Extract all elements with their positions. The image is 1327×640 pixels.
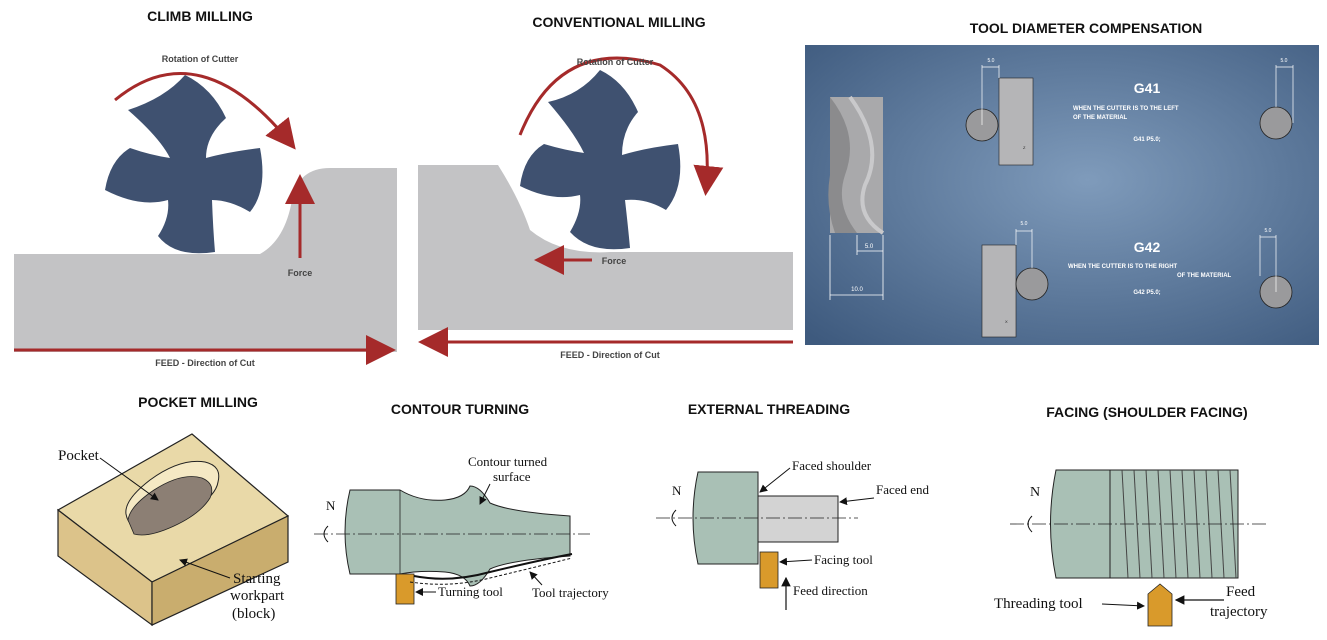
threading-n-label: N: [672, 483, 682, 498]
g41-desc-line2: OF THE MATERIAL: [1073, 115, 1128, 121]
threading-shoulder-label: Faced shoulder: [792, 458, 872, 473]
contour-trajectory-label: Tool trajectory: [532, 585, 609, 600]
facing-feed-line1: Feed: [1226, 584, 1256, 600]
g41-right-dim: 5.0: [1280, 58, 1288, 64]
facing-feed-line2: trajectory: [1210, 604, 1268, 620]
threading-end-label: Faced end: [876, 482, 930, 497]
title-conventional-milling: CONVENTIONAL MILLING: [532, 14, 706, 30]
facing-tool-label: Threading tool: [994, 596, 1083, 612]
climb-feed-label: FEED - Direction of Cut: [155, 358, 255, 368]
title-facing: FACING (SHOULDER FACING): [1046, 404, 1248, 420]
title-climb-milling: CLIMB MILLING: [147, 8, 253, 24]
climb-rotation-label: Rotation of Cutter: [161, 54, 239, 64]
starting-workpart-line3: (block): [232, 606, 276, 622]
drill-bit: [828, 97, 883, 233]
climb-cutter: [105, 75, 262, 253]
climb-force-label: Force: [287, 268, 313, 278]
g41-code: G41: [1133, 80, 1161, 96]
conventional-cutter: [520, 70, 680, 249]
conventional-force-label: Force: [601, 256, 627, 266]
contour-n-label: N: [326, 498, 336, 513]
g42-dim: 5.0: [1020, 221, 1028, 227]
conventional-feed-label: FEED - Direction of Cut: [560, 350, 660, 360]
starting-workpart-line1: Starting: [233, 571, 281, 587]
contour-turning-diagram: [310, 448, 640, 618]
title-external-threading: EXTERNAL THREADING: [687, 401, 851, 417]
facing-n-label: N: [1030, 485, 1041, 500]
climb-milling-diagram: [0, 40, 410, 370]
g42-right-dim: 5.0: [1264, 228, 1272, 234]
contour-surface-line1: Contour turned: [468, 454, 548, 469]
g42-code: G42: [1133, 239, 1161, 255]
threading-tool-shape: [1148, 584, 1172, 626]
drill-radius-dim: 5.0: [864, 244, 874, 250]
g42-command: G42 P5.0;: [1133, 290, 1161, 296]
pocket-milling-diagram: [40, 430, 340, 635]
g41-desc-line1: WHEN THE CUTTER IS TO THE LEFT: [1073, 106, 1179, 112]
title-contour-turning: CONTOUR TURNING: [390, 401, 530, 417]
g42-axis-x: X: [1005, 319, 1008, 324]
external-threading-diagram: [650, 448, 950, 618]
g41-axis-z: Z: [1023, 145, 1026, 150]
drill-diameter-dim: 10.0: [851, 287, 863, 293]
tool-diameter-compensation-diagram: [805, 45, 1319, 345]
contour-workpiece: [345, 486, 570, 586]
title-pocket-milling: POCKET MILLING: [138, 394, 258, 410]
pocket-label: Pocket: [58, 448, 99, 464]
g41-dim: 5.0: [987, 58, 995, 64]
contour-surface-line2: surface: [493, 469, 531, 484]
threading-feed-label: Feed direction: [793, 583, 868, 598]
conventional-milling-diagram: [410, 40, 800, 370]
conventional-rotation-label: Rotation of Cutter: [576, 57, 654, 67]
title-tool-diameter-compensation: TOOL DIAMETER COMPENSATION: [969, 20, 1203, 36]
threading-tool-label: Facing tool: [814, 552, 873, 567]
facing-diagram: [990, 448, 1320, 638]
g42-desc-line1: WHEN THE CUTTER IS TO THE RIGHT: [1068, 264, 1178, 270]
g41-command: G41 P5.0;: [1133, 137, 1161, 143]
g42-desc-line2: OF THE MATERIAL: [1177, 273, 1232, 279]
starting-workpart-line2: workpart: [230, 588, 285, 604]
contour-tool-label: Turning tool: [438, 584, 503, 599]
